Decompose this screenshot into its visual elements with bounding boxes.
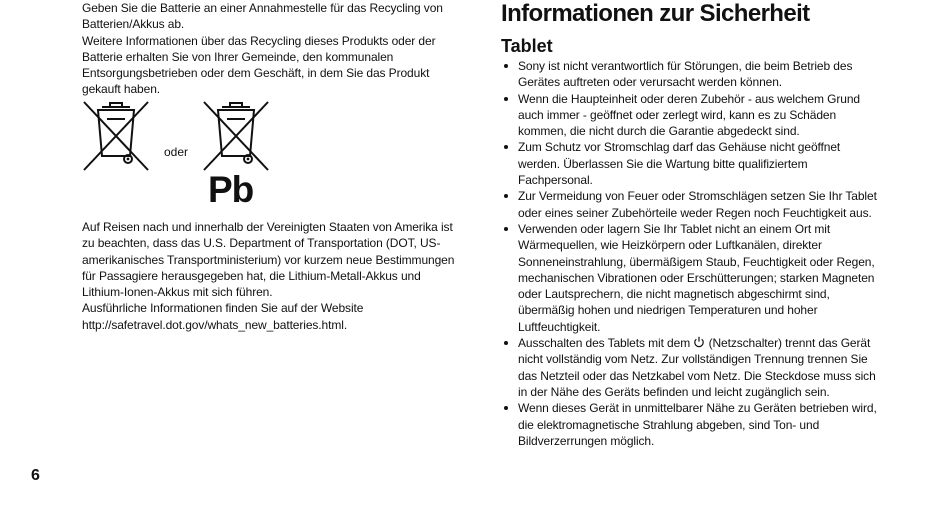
crossed-out-wheelie-bin-icon	[200, 98, 272, 174]
power-bullet-text-before: Ausschalten des Tablets mit dem	[518, 336, 694, 351]
left-column	[82, 0, 462, 98]
list-item: Wenn dieses Gerät in unmittelbarer Nähe zu Geräten betrieben wird, die elektromagnetische Strahlung abgeben, sind Ton- und Bildverzerrungen möglich.	[501, 400, 881, 449]
pb-label: Pb	[208, 169, 254, 210]
crossed-out-wheelie-bin-icon	[80, 98, 152, 174]
list-item: Zum Schutz vor Stromschlag darf das Gehäuse nicht geöffnet werden. Überlassen Sie die Wartung bitte qualifiziertem Fachpersonal.	[501, 139, 881, 188]
list-item	[501, 335, 881, 400]
travel-section	[82, 219, 462, 333]
safety-bullet-list	[501, 58, 881, 449]
list-item: Wenn die Haupteinheit oder deren Zubehör - aus welchem Grund auch immer - geöffnet oder zerlegt wird, kann es zu Schäden kommen, die nicht durch die Garantie abgedeckt sind.	[501, 91, 881, 140]
subsection-title: Tablet	[501, 36, 553, 56]
section-title: Informationen zur Sicherheit	[501, 0, 810, 27]
list-item: Verwenden oder lagern Sie Ihr Tablet nicht an einem Ort mit Wärmequellen, wie Heizkörpern oder Luftkanälen, direkter Sonneneinstrahlung, übermäßigem Staub, Feuchtigkeit oder Regen, mechanischen Vibrationen oder Erschütterungen; starken Magneten oder Lautsprechern, die nicht magnetisch abgeschirmt sind, übermäßig hohen und niedrigen Temperaturen und hoher Luftfeuchtigkeit.	[501, 221, 881, 335]
disposal-symbols	[80, 98, 280, 210]
list-item: Zur Vermeidung von Feuer oder Stromschlägen setzen Sie Ihr Tablet oder eines seiner Zubehörteile weder Regen noch Feuchtigkeit aus.	[501, 188, 881, 221]
symbol-separator: oder	[164, 145, 189, 159]
recycling-paragraph-1: Geben Sie die Batterie an einer Annahmestelle für das Recycling von Batterien/Akkus ab.	[82, 1, 443, 32]
page-number: 6	[31, 467, 40, 484]
travel-paragraph-1: Auf Reisen nach und innerhalb der Vereinigten Staaten von Amerika ist zu beachten, dass das U.S. Department of Transportation (DOT, US-amerikanisches Transportministerium) vor kurzem neue Bestimmungen für Passagiere herausgegeben hat, die Lithium-Metall-Akkus und Lithium-Ionen-Akkus mit sich führen.	[82, 220, 455, 300]
travel-paragraph-2: Ausführliche Informationen finden Sie auf der Website http://safetravel.dot.gov/whats_new_batteries.html.	[82, 301, 364, 332]
list-item: Sony ist nicht verantwortlich für Störungen, die beim Betrieb des Gerätes auftreten oder verursacht werden können.	[501, 58, 881, 91]
power-icon	[693, 336, 705, 348]
recycling-paragraph-2: Weitere Informationen über das Recycling dieses Produkts oder der Batterie erhalten Sie von Ihrer Gemeinde, den kommunalen Entsorgungsbetrieben oder dem Geschäft, in dem Sie das Produkt gekauft haben.	[82, 33, 436, 97]
power-bullet-text-after: (Netzschalter) trennt das Gerät nicht vollständig vom Netz. Zur vollständigen Trennung trennen Sie das Netzteil oder das Netzkabel vom Netz. Die Steckdose muss sich in der Nähe des Geräts befinden und leicht zugänglich sein.	[518, 336, 876, 399]
